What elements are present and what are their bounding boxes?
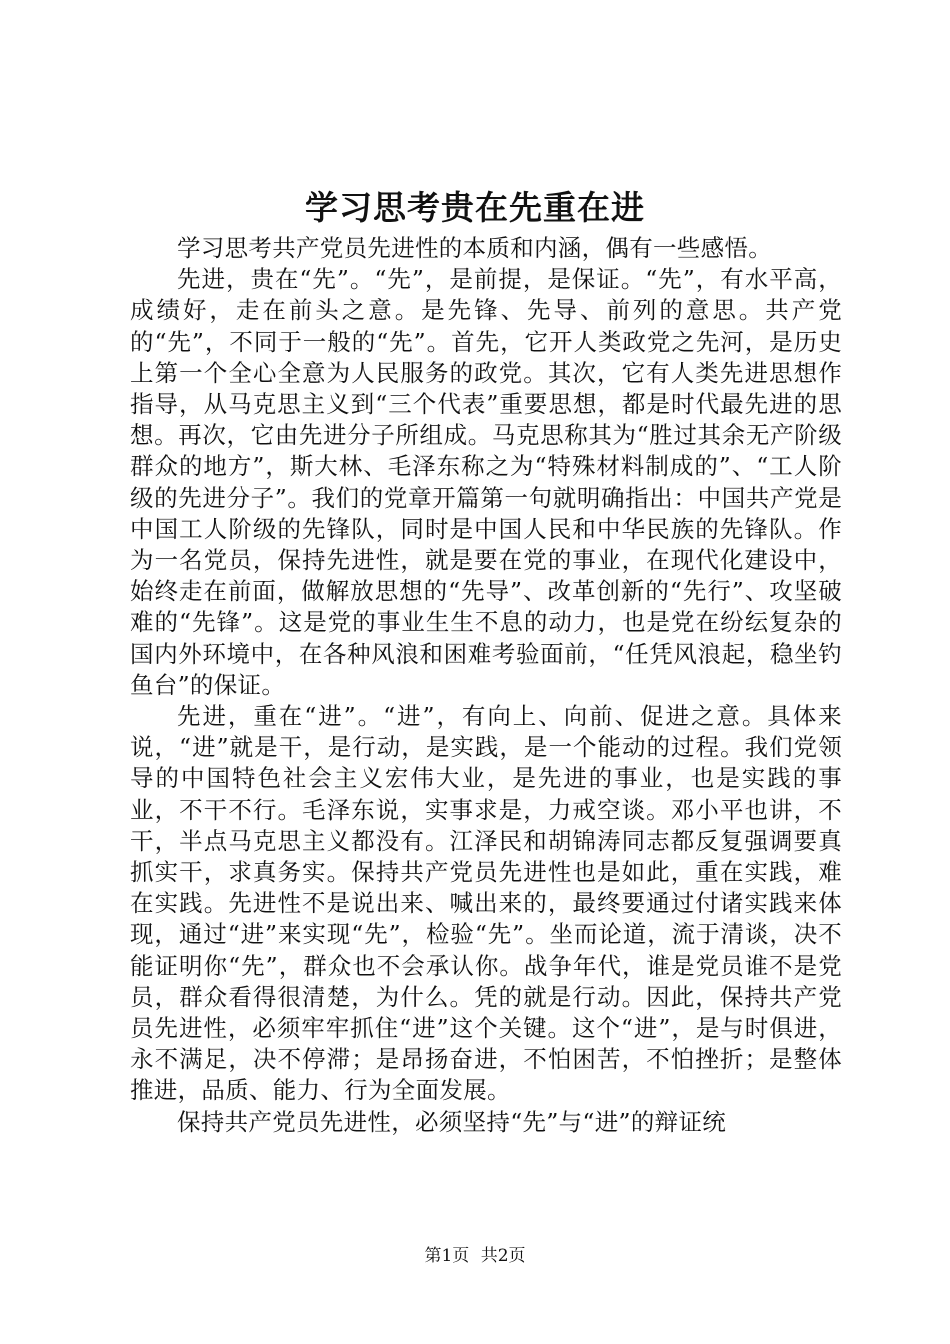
page-total: 共2页 [480,1246,526,1266]
page-footer [0,1244,950,1268]
paragraph-xian: 先进，贵在“先”。“先”，是前提，是保证。“先”，有水平高，成绩好，走在前头之意。是先锋、先导、前列的意思。共产党的“先”，不同于一般的“先”。首先，它开人类政党之先河，是历史上第一个全心全意为人民服务的政党。其次，它有人类先进思想作指导，从马克思主义到“三个代表”重要思想，都是时代最先进的思想。再次，它由先进分子所组成。马克思称其为“胜过其余无产阶级群众的地方”，斯大林、毛泽东称之为“特殊材料制成的”、“工人阶级的先进分子”。我们的党章开篇第一句就明确指出：中国共产党是中国工人阶级的先锋队，同时是中国人民和中华民族的先锋队。作为一名党员，保持先进性，就是要在党的事业，在现代化建设中，始终走在前面，做解放思想的“先导”、改革创新的“先行”、攻坚破难的“先锋”。这是党的事业生生不息的动力，也是党在纷纭复杂的国内外环境中，在各种风浪和困难考验面前，“任凭风浪起，稳坐钓鱼台”的保证。 [130,265,842,699]
paragraph-intro: 学习思考共产党员先进性的本质和内涵，偶有一些感悟。 [177,234,772,262]
document-body [130,233,842,1138]
paragraph-jin: 先进，重在“进”。“进”，有向上、向前、促进之意。具体来说，“进”就是干，是行动，是实践，是一个能动的过程。我们党领导的中国特色社会主义宏伟大业，是先进的事业，也是实践的事业，不干不行。毛泽东说，实事求是，力戒空谈。邓小平也讲，不干，半点马克思主义都没有。江泽民和胡锦涛同志都反复强调要真抓实干，求真务实。保持共产党员先进性也是如此，重在实践，难在实践。先进性不是说出来、喊出来的，最终要通过付诸实践来体现，通过“进”来实现“先”，检验“先”。坐而论道，流于清谈，决不能证明你“先”，群众也不会承认你。战争年代，谁是党员谁不是党员，群众看得很清楚，为什么。凭的就是行动。因此，保持共产党员先进性，必须牢牢抓住“进”这个关键。这个“进”，是与时俱进，永不满足，决不停滞；是昂扬奋进，不怕困苦，不怕挫折；是整体推进，品质、能力、行为全面发展。 [130,702,842,1105]
paragraph-dialectic: 保持共产党员先进性，必须坚持“先”与“进”的辩证统 [177,1107,727,1136]
page-number: 第1页 [424,1246,470,1266]
document-title: 学习思考贵在先重在进 [305,188,645,227]
